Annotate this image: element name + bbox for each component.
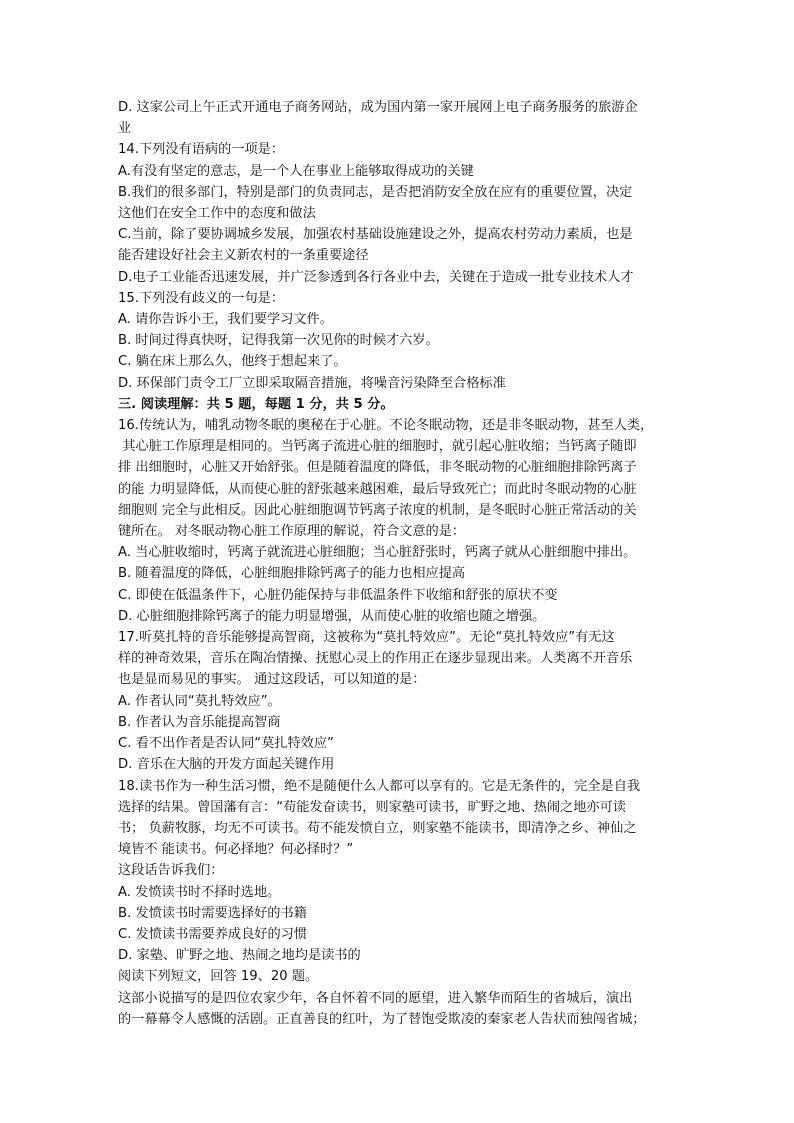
question-14-option-c: C.当前，除了要协调城乡发展，加强农村基础设施建设之外，提高农村劳动力素质，也是: [118, 227, 633, 243]
question-17-stem: 17.听莫扎特的音乐能够提高智商，这被称为“莫扎特效应”。无论“莫扎特效应”有无这: [118, 630, 615, 646]
question-18-stem: 18.读书作为一种生活习惯，绝不是随便什么人都可以享有的。它是无条件的，完全是自我: [118, 778, 641, 794]
text-line: 能否建设好社会主义新农村的一条重要途径: [118, 248, 369, 264]
question-15-option-a: A. 请你告诉小王，我们要学习文件。: [118, 312, 333, 328]
text-line: 排 出细胞时，心脏又开始舒张。但是随着温度的降低，非冬眠动物的心脏细胞排除钙离子: [118, 460, 637, 476]
question-14-option-d: D.电子工业能否迅速发展，并广泛参透到各行各业中去，关键在于造成一批专业技术人才: [118, 269, 634, 285]
question-16-option-d: D. 心脏细胞排除钙离子的能力明显增强，从而使心脏的收缩也随之增强。: [118, 608, 546, 624]
text-line: 其心脏工作原理是相同的。当钙离子流进心脏的细胞时，就引起心脏收缩；当钙离子随即: [118, 439, 637, 455]
text-line: D. 这家公司上午正式开通电子商务网站，成为国内第一家开展网上电子商务服务的旅游企: [118, 100, 638, 115]
question-17-option-a: A. 作者认同“莫扎特效应”。: [118, 693, 281, 709]
question-18-option-d: D. 家塾、旷野之地、热闹之地均是读书的: [118, 948, 361, 964]
question-18-option-a: A. 发愤读书时不择时选地。: [118, 884, 281, 900]
text-line: 这段话告诉我们：: [118, 863, 224, 879]
text-line: 境皆不 能读书。何必择地？何必择时？”: [118, 842, 354, 858]
question-14-stem: 14.下列没有语病的一项是：: [118, 142, 285, 158]
question-15-option-d: D. 环保部门责令工厂立即采取隔音措施，将噪音污染降至合格标准: [118, 375, 506, 391]
section-heading: 三. 阅读理解：共 5 题，每题 1 分，共 5 分。: [118, 396, 394, 412]
question-17-option-d: D. 音乐在大脑的开发方面起关键作用: [118, 757, 335, 773]
question-18-option-c: C. 发愤读书需要养成良好的习惯: [118, 926, 308, 942]
text-line: 书； 负薪牧豚，均无不可读书。苟不能发愤自立，则家塾不能读书，即清净之乡、神仙之: [118, 820, 637, 836]
question-15-stem: 15.下列没有歧义的一句是：: [118, 290, 285, 306]
passage-line: 的一幕幕令人感慨的活剧。正直善良的红叶，为了替饱受欺凌的秦家老人告状而独闯省城；: [118, 1011, 646, 1027]
text-line: 业: [118, 121, 132, 137]
question-14-option-a: A.有没有坚定的意志，是一个人在事业上能够取得成功的关键: [118, 163, 474, 179]
question-17-option-b: B. 作者认为音乐能提高智商: [118, 714, 281, 730]
question-14-option-b: B.我们的很多部门，特别是部门的负责同志，是否把消防安全放在应有的重要位置，决定: [118, 184, 633, 200]
question-16-option-c: C. 即使在低温条件下，心脏仍能保持与非低温条件下收缩和舒张的原状不变: [118, 587, 558, 603]
text-line: 的能 力明显降低，从而使心脏的舒张越来越困难，最后导致死亡；而此时冬眠动物的心脏: [118, 481, 637, 497]
text-line: 也是显而易见的事实。 通过这段话，可以知道的是：: [118, 672, 426, 688]
passage-line: 这部小说描写的是四位农家少年，各自怀着不同的愿望，进入繁华而陌生的省城后，演出: [118, 990, 633, 1006]
text-line: 细胞则 完全与此相反。因此心脏细胞调节钙离子浓度的机制，是冬眠时心脏正常活动的关: [118, 502, 637, 518]
question-18-option-b: B. 发愤读书时需要选择好的书籍: [118, 905, 307, 921]
document-page: [118, 97, 678, 1030]
question-15-option-b: B. 时间过得真快呀，记得我第一次见你的时候才六岁。: [118, 333, 439, 349]
question-16-option-b: B. 随着温度的降低，心脏细胞排除钙离子的能力也相应提高: [118, 566, 466, 582]
text-line: 选择的结果。曾国藩有言：“苟能发奋读书，则家塾可读书，旷野之地、热闹之地亦可读: [118, 799, 626, 815]
question-15-option-c: C. 躺在床上那么久，他终于想起来了。: [118, 354, 347, 370]
text-line: 样的神奇效果，音乐在陶冶情操、抚慰心灵上的作用正在逐步显现出来。人类离不开音乐: [118, 651, 633, 667]
question-17-option-c: C. 看不出作者是否认同“莫扎特效应”: [118, 736, 334, 752]
reading-instruction: 阅读下列短文，回答 19、20 题。: [118, 969, 319, 985]
question-16-option-a: A. 当心脏收缩时，钙离子就流进心脏细胞；当心脏舒张时，钙离子就从心脏细胞中排出。: [118, 545, 637, 561]
question-16-stem: 16.传统认为，哺乳动物冬眠的奥秘在于心脏。不论冬眠动物，还是非冬眠动物，甚至人类，: [118, 418, 654, 434]
text-line: 键所在。 对冬眠动物心脏工作原理的解说，符合文意的是：: [118, 524, 466, 540]
text-line: 这他们在安全工作中的态度和做法: [118, 206, 316, 222]
